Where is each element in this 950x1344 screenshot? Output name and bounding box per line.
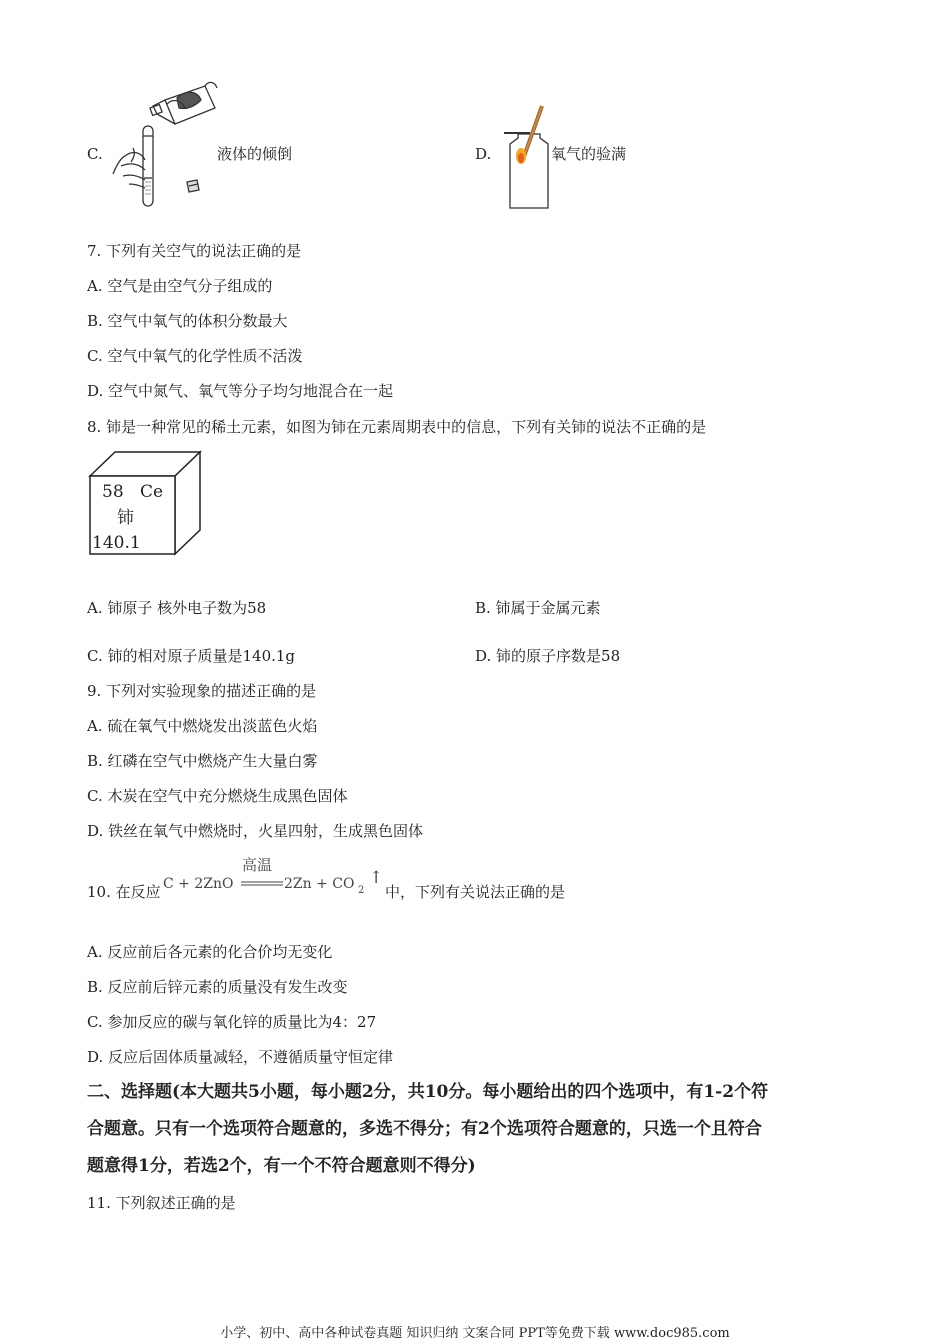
option-d-text: 氧气的验满 xyxy=(551,145,627,163)
gas-arrow-icon: ↑ xyxy=(369,868,384,888)
q8-option-d: D. 铈的原子序数是58 xyxy=(475,647,621,665)
q10-stem-suffix: 中，下列有关说法正确的是 xyxy=(385,883,566,901)
option-c-text: 液体的倾倒 xyxy=(217,145,293,163)
equation-condition: 高温 xyxy=(242,856,273,874)
q7-option-b: B. 空气中氧气的体积分数最大 xyxy=(87,312,288,330)
q9-option-d: D. 铁丝在氧气中燃烧时，火星四射，生成黑色固体 xyxy=(87,822,424,840)
page-footer: 小学、初中、高中各种试卷真题 知识归纳 文案合同 PPT等免费下载 www.doc985.com xyxy=(220,1326,730,1341)
q10-option-d: D. 反应后固体质量减轻，不遵循质量守恒定律 xyxy=(87,1048,394,1066)
q10-stem-prefix: 10. 在反应 xyxy=(87,883,161,901)
section2-heading-line3: 题意得1分，若选2个，有一个不符合题意则不得分) xyxy=(87,1156,476,1176)
liquid-pouring-illustration xyxy=(105,78,220,213)
q9-option-a: A. 硫在氧气中燃烧发出淡蓝色火焰 xyxy=(87,717,318,735)
q8-option-b: B. 铈属于金属元素 xyxy=(475,599,601,617)
q8-option-c: C. 铈的相对原子质量是140.1g xyxy=(87,647,296,665)
element-atomic-mass: 140.1 xyxy=(92,533,141,553)
q9-option-b: B. 红磷在空气中燃烧产生大量白雾 xyxy=(87,752,318,770)
q10-option-a: A. 反应前后各元素的化合价均无变化 xyxy=(87,943,333,961)
q9-option-c: C. 木炭在空气中充分燃烧生成黑色固体 xyxy=(87,787,348,805)
q8-stem: 8. 铈是一种常见的稀土元素，如图为铈在元素周期表中的信息，下列有关铈的说法不正确的是 xyxy=(87,418,707,436)
q10-option-b: B. 反应前后锌元素的质量没有发生改变 xyxy=(87,978,348,996)
equation-left: C + 2ZnO xyxy=(163,876,234,892)
option-c-label: C. xyxy=(87,145,103,163)
equation-right: 2Zn + CO xyxy=(284,876,355,892)
equation-equals-sign xyxy=(241,881,283,887)
element-atomic-number: 58 xyxy=(102,482,124,502)
section2-heading-line1: 二、选择题(本大题共5小题，每小题2分，共10分。每小题给出的四个选项中，有1-2个符 xyxy=(87,1082,769,1102)
q8-option-a: A. 铈原子 核外电子数为58 xyxy=(87,599,267,617)
element-symbol: Ce xyxy=(140,482,164,502)
q10-option-c: C. 参加反应的碳与氧化锌的质量比为4：27 xyxy=(87,1013,377,1031)
q7-option-c: C. 空气中氧气的化学性质不活泼 xyxy=(87,347,303,365)
section2-heading-line2: 合题意。只有一个选项符合题意的，多选不得分；有2个选项符合题意的，只选一个且符合 xyxy=(87,1119,762,1139)
q7-option-a: A. 空气是由空气分子组成的 xyxy=(87,277,273,295)
element-name: 铈 xyxy=(117,508,134,528)
q11-stem: 11. 下列叙述正确的是 xyxy=(87,1194,236,1212)
option-d-label: D. xyxy=(475,145,492,163)
q9-stem: 9. 下列对实验现象的描述正确的是 xyxy=(87,682,317,700)
q7-stem: 7. 下列有关空气的说法正确的是 xyxy=(87,242,302,260)
equation-subscript: 2 xyxy=(358,885,365,896)
q7-option-d: D. 空气中氮气、氧气等分子均匀地混合在一起 xyxy=(87,382,394,400)
